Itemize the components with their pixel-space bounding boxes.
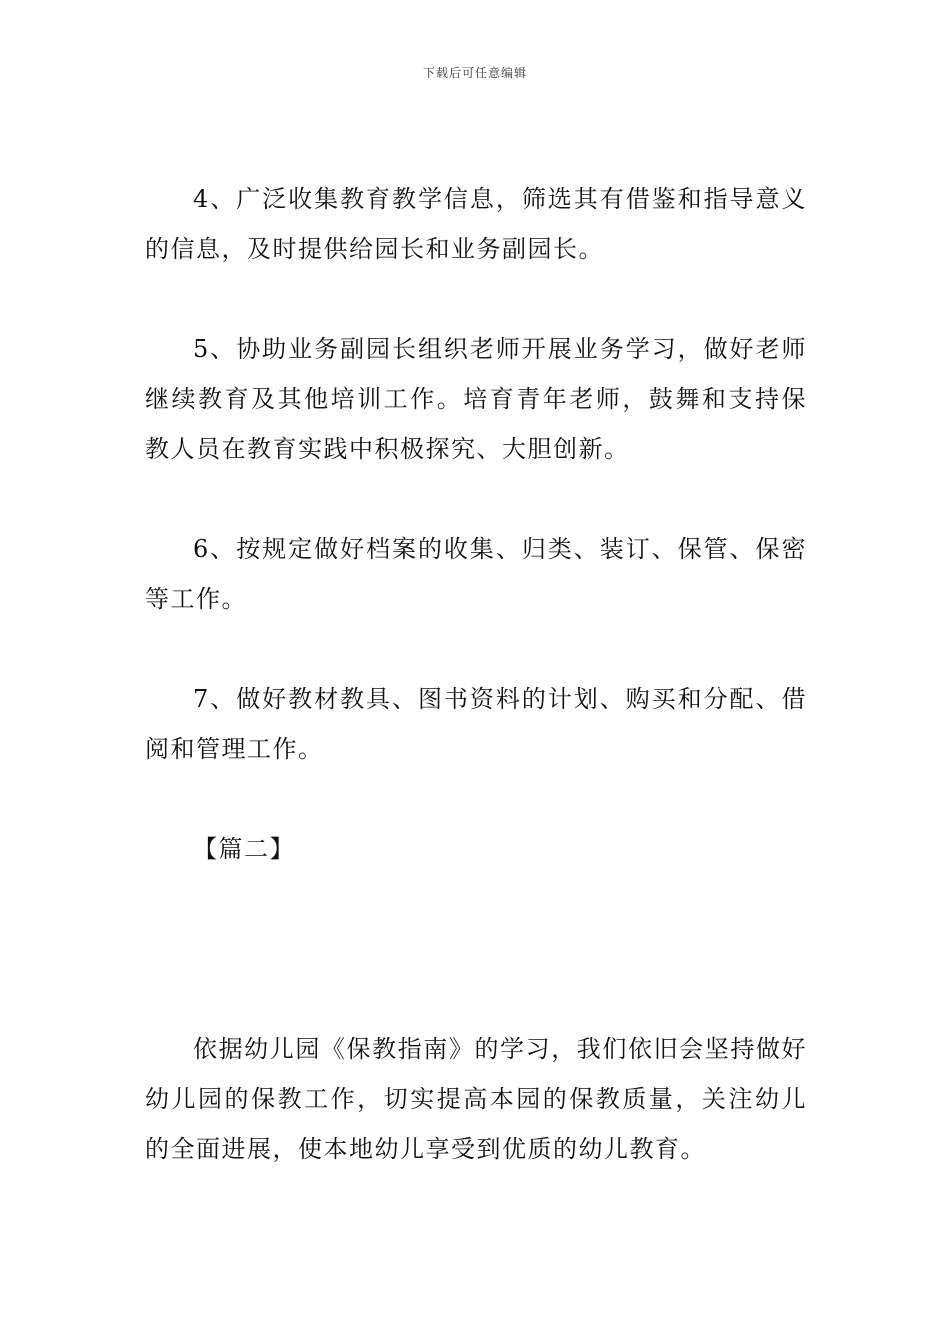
section-heading: 【篇二】 — [193, 835, 295, 863]
paragraph-spacer — [145, 624, 807, 674]
section-spacer — [145, 874, 807, 1024]
paragraph-item-7: 7、做好教材教具、图书资料的计划、购买和分配、借阅和管理工作。 — [145, 685, 807, 763]
intro-paragraph: 依据幼儿园《保教指南》的学习，我们依旧会坚持做好幼儿园的保教工作，切实提高本园的保教质量，关注幼儿的全面进展，使本地幼儿享受到优质的幼儿教育。 — [145, 1035, 807, 1163]
paragraph-spacer — [145, 774, 807, 824]
paragraph-item-5: 5、协助业务副园长组织老师开展业务学习，做好老师继续教育及其他培训工作。培育青年老师，鼓舞和支持保教人员在教育实践中积极探究、大胆创新。 — [145, 335, 807, 463]
paragraph-item-4: 4、广泛收集教育教学信息，筛选其有借鉴和指导意义的信息，及时提供给园长和业务副园长。 — [145, 185, 807, 263]
paragraph-spacer — [145, 274, 807, 324]
document-body — [145, 174, 807, 1174]
paragraph-item-6: 6、按规定做好档案的收集、归类、装订、保管、保密等工作。 — [145, 535, 807, 613]
paragraph-spacer — [145, 474, 807, 524]
page-header-note: 下载后可任意编辑 — [422, 66, 527, 80]
